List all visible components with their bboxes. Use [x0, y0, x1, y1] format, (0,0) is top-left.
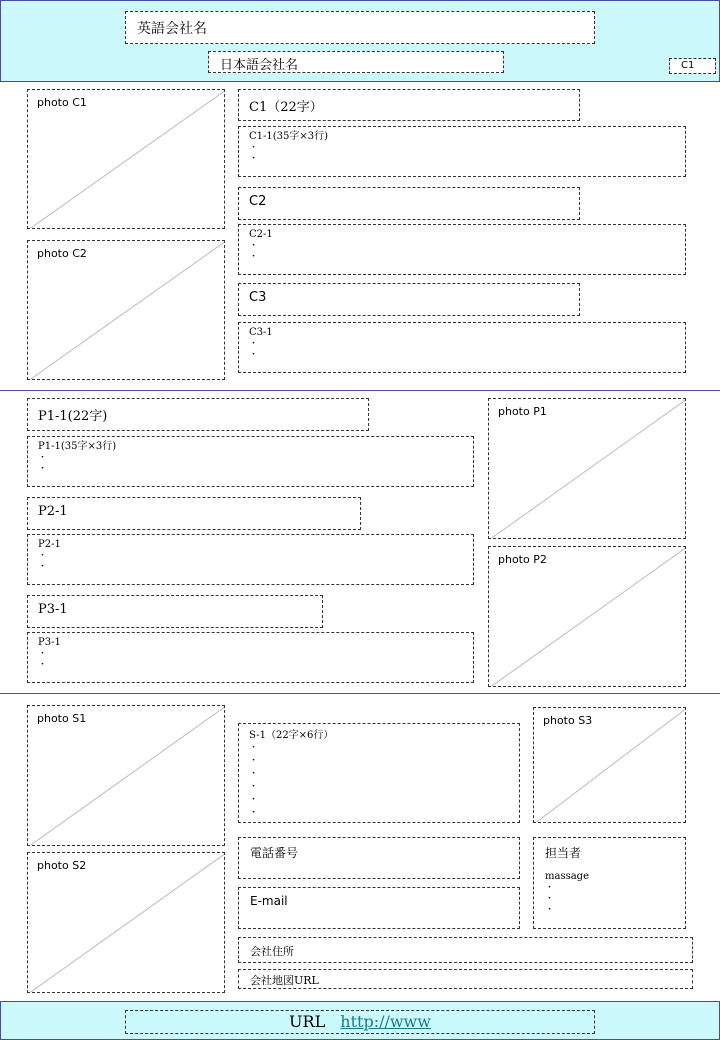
map-url-box: 会社地図URL [238, 969, 693, 989]
s1-text: S-1（22字×6行） [249, 730, 334, 741]
bullet: ・ [249, 154, 259, 164]
bullet: ・ [249, 782, 259, 792]
c2-text: C2-1 [249, 229, 273, 240]
bullet: ・ [249, 795, 259, 805]
photo-label: photo P2 [498, 553, 547, 566]
photo-placeholder-icon [489, 547, 686, 687]
bullet: ・ [38, 649, 48, 659]
bullet: ・ [38, 562, 48, 572]
p1-text-box [27, 436, 474, 487]
p1-heading: P1-1(22字) [27, 398, 369, 431]
bullet: ・ [38, 464, 48, 474]
bullet: ・ [249, 769, 259, 779]
photo-s1 [27, 705, 225, 846]
bullet: ・ [249, 350, 259, 360]
c2-heading: C2 [238, 187, 580, 220]
c3-text: C3-1 [249, 327, 273, 338]
section-divider [0, 390, 720, 391]
photo-label: photo P1 [498, 405, 547, 418]
url-link[interactable]: http://www [340, 1012, 431, 1031]
c1-text-box [238, 126, 686, 177]
c1-text: C1-1(35字×3行) [249, 131, 329, 142]
bullet: ・ [249, 756, 259, 766]
bullet: ・ [545, 883, 555, 893]
p3-heading: P3-1 [27, 595, 323, 628]
photo-s2 [27, 852, 225, 993]
photo-c2 [27, 240, 225, 380]
phone-box: 電話番号 [238, 837, 520, 879]
contact-message: massage [545, 871, 589, 882]
bullet: ・ [545, 905, 555, 915]
p2-heading: P2-1 [27, 497, 361, 530]
photo-p1 [488, 398, 686, 539]
contact-box [533, 837, 686, 929]
section-divider [0, 693, 720, 694]
p1-text: P1-1(35字×3行) [38, 441, 117, 452]
photo-placeholder-icon [28, 706, 225, 846]
address-box: 会社住所 [238, 937, 693, 963]
photo-c1 [27, 89, 225, 229]
p2-text: P2-1 [38, 539, 61, 550]
bullet: ・ [249, 808, 259, 818]
photo-placeholder-icon [489, 399, 686, 539]
photo-label: photo C1 [37, 96, 87, 109]
c3-text-box [238, 322, 686, 373]
p3-text-box [27, 632, 474, 683]
photo-label: photo S3 [543, 714, 593, 727]
bullet: ・ [249, 241, 259, 251]
c2-text-box [238, 224, 686, 275]
bullet: ・ [38, 551, 48, 561]
japanese-company-name: 日本語会社名 [208, 51, 504, 73]
english-company-name: 英語会社名 [125, 11, 595, 44]
bullet: ・ [249, 339, 259, 349]
photo-placeholder-icon [28, 853, 225, 993]
bullet: ・ [545, 894, 555, 904]
photo-s3 [533, 707, 686, 823]
p2-text-box [27, 534, 474, 585]
photo-p2 [488, 546, 686, 687]
p3-text: P3-1 [38, 637, 61, 648]
url-label: URL [289, 1012, 326, 1031]
c3-heading: C3 [238, 283, 580, 316]
bullet: ・ [249, 143, 259, 153]
photo-label: photo C2 [37, 247, 87, 260]
email-box: E-mail [238, 887, 520, 929]
url-box [125, 1010, 595, 1034]
s1-text-box [238, 723, 520, 823]
bullet: ・ [249, 252, 259, 262]
bullet: ・ [38, 660, 48, 670]
bullet: ・ [38, 453, 48, 463]
bullet: ・ [249, 743, 259, 753]
photo-placeholder-icon [28, 90, 225, 229]
c1-heading: C1（22字） [238, 89, 580, 121]
photo-placeholder-icon [28, 241, 225, 380]
contact-title: 担当者 [545, 846, 582, 860]
code-label: C1 [669, 58, 716, 74]
photo-label: photo S1 [37, 712, 87, 725]
photo-label: photo S2 [37, 859, 87, 872]
